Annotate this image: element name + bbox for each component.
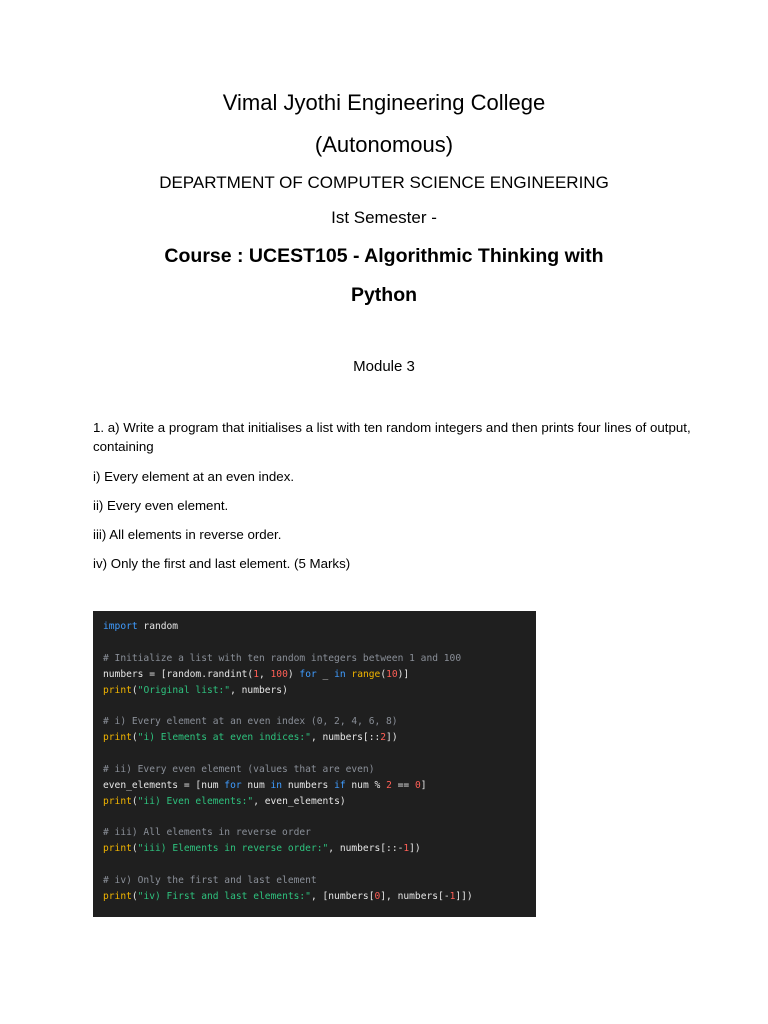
code-line-numbers: numbers = [random.randint(1, 100) for _ in range(10)]: [103, 669, 410, 680]
code-line-print-first-last: print("iv) First and last elements:", [numbers[0], numbers[-1]]): [103, 891, 473, 902]
code-line-print-reverse: print("iii) Elements in reverse order:", numbers[::-1]): [103, 843, 421, 854]
question-item: i) Every element at an even index.: [93, 469, 295, 484]
code-line-print-even-elements: print("ii) Even elements:", even_elements): [103, 796, 346, 807]
module-label: Module 3: [353, 358, 415, 375]
code-line-print-original: print("Original list:", numbers): [103, 685, 288, 696]
code-comment: # ii) Every even element (values that are even): [103, 764, 375, 775]
semester-label: Ist Semester -: [331, 208, 437, 227]
course-title-line1: Course : UCEST105 - Algorithmic Thinking with: [164, 245, 604, 267]
code-comment: # i) Every element at an even index (0, 2, 4, 6, 8): [103, 716, 398, 727]
code-line-import: import random: [103, 621, 179, 632]
college-name: Vimal Jyothi Engineering College: [222, 90, 546, 115]
department-name: DEPARTMENT OF COMPUTER SCIENCE ENGINEERING: [159, 173, 609, 192]
code-block: [93, 611, 536, 917]
code-comment: # Initialize a list with ten random integers between 1 and 100: [103, 653, 462, 664]
code-line-even-elements: even_elements = [num for num in numbers if num % 2 == 0]: [103, 780, 427, 791]
code-comment: # iv) Only the first and last element: [103, 875, 317, 886]
code-comment: # iii) All elements in reverse order: [103, 827, 311, 838]
question-item: iii) All elements in reverse order.: [93, 527, 282, 542]
course-title-line2: Python: [350, 284, 418, 306]
code-line-print-even-indices: print("i) Elements at even indices:", numbers[::2]): [103, 732, 398, 743]
question-item: ii) Every even element.: [93, 498, 229, 513]
question-item: iv) Only the first and last element. (5 Marks): [93, 556, 351, 571]
question-intro: 1. a) Write a program that initialises a list with ten random integers and then prints four lines of output, containing: [93, 420, 691, 454]
autonomous-label: (Autonomous): [314, 132, 454, 157]
